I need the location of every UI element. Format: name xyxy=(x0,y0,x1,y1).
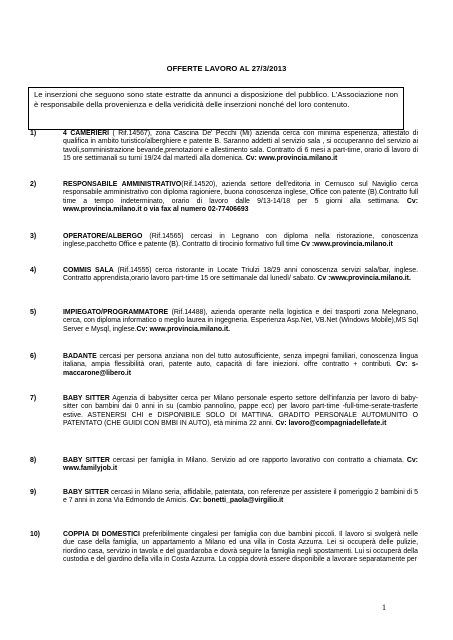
offer-number: 5) xyxy=(30,309,37,316)
offer-heading: COMMIS SALA xyxy=(63,267,114,274)
offer-item xyxy=(30,181,418,215)
offer-number: 2) xyxy=(30,181,37,188)
offer-heading: BABY SITTER xyxy=(63,457,110,464)
offer-number: 8) xyxy=(30,457,37,464)
offer-body xyxy=(63,489,418,506)
offer-contact: Cv :www.provincia.milano.it xyxy=(301,241,393,249)
offer-contact: Cv: www.familyjob.it xyxy=(63,457,418,473)
offer-heading: BADANTE xyxy=(63,353,97,360)
offer-number: 6) xyxy=(30,353,37,360)
offer-body xyxy=(63,353,418,378)
offer-heading: RESPONSABILE AMMINISTRATIVO xyxy=(63,181,182,188)
offer-body xyxy=(63,233,418,250)
offer-text: cercasi per persona anziana non del tutto autosufficiente, senza impegni familiari, conoscenza lingua italiana, ampia flessibilità orari, patente auto, capacità di fare iniezioni. offre contratto + contributi. xyxy=(63,353,418,369)
offer-body xyxy=(63,395,418,429)
offer-item xyxy=(30,353,418,378)
page-number: 1 xyxy=(382,603,386,612)
offer-item xyxy=(30,267,418,284)
offer-body xyxy=(63,130,418,164)
offer-heading: BABY SITTER xyxy=(63,395,110,402)
offer-text: cercasi in Milano seria, affidabile, patentata, con referenze per assistere il pomeriggio 2 bambini di 5 e 7 anni in zona Via Edmondo de Amicis. xyxy=(63,489,418,505)
offer-heading: BABY SITTER xyxy=(63,489,109,496)
offer-contact: Cv: www.provincia.milano.it o via fax al numero 02-77406693 xyxy=(63,197,418,214)
offer-number: 4) xyxy=(30,267,37,274)
offer-text: (Rif.14555) cerca ristorante in Locate Triulzi 18/29 anni conoscenza servizi sala/bar, inglese. Contratto apprendista,orario lavoro part-time 15 ore settimanale dal lunedì/ sabato. xyxy=(63,267,418,283)
offer-heading: OPERATORE/ALBERGO xyxy=(63,233,143,240)
disclaimer-box: Le inserzioni che seguono sono state estratte da annunci a disposizione del pubblico. L'Associazione non è responsabile della provenienza e della veridicità delle inserzioni nonché del loro contenuto. xyxy=(28,87,404,130)
offer-text: (Rif.14488), azienda operante nella logistica e dei trasporti zona Melegnano, cerca, con diploma informatico o meglio laurea in ingegneria. Esperienza Asp.Net, VB.Net (Windows Mobile),MS Sql Server e Mysql, inglese. xyxy=(63,309,418,333)
offer-text: preferibilmente cingalesi per famiglia con due bambini piccoli. Il lavoro si svolgerà nelle due case della famiglia, un appartamento a Milano ed una villa in Costa Azzurra. Lei si occuperà delle pulizie, riordino casa, servizio in tavola e del guardaroba e dovrà seguire la famiglia negli spostamenti. Lui si occuperà della custodia e del giardino della villa in Costa Azzurra. La coppia dovrà essere disponibile a lavorare separatamente per xyxy=(63,531,418,564)
offer-heading: IMPIEGATO/PROGRAMMATORE xyxy=(63,309,169,316)
offer-item xyxy=(30,309,418,334)
offer-text: (Rif.14565) cercasi in Legnano con diploma nella ristorazione, conoscenza inglese,pacchetto Office e patente (B). Contratto di tirocinio formativo full time xyxy=(63,233,418,249)
offer-body xyxy=(63,309,418,334)
offer-body xyxy=(63,181,418,215)
page-title: OFFERTE LAVORO AL 27/3/2013 xyxy=(166,64,287,73)
offer-number: 7) xyxy=(30,395,37,402)
offer-item xyxy=(30,489,418,506)
offer-number: 10) xyxy=(30,531,40,538)
offer-text: Agenzia di babysitter cerca per Milano personale esperto settore dell'infanzia per lavoro di baby-sitter con bambini dai 0 anni in su (cambio pannolino, pappe ecc) per lavoro part-time -full-time-serate-trasferte estive. ASTENERSI CHI e DISPONIBILE SOLO DI MATTINA. GRADITO PERSONALE AUTOMUNITO O PATENTATO (CHE GUIDI CON BMBI IN AUTO), età minima 22 anni. xyxy=(63,395,418,428)
offer-number: 3) xyxy=(30,233,37,240)
offer-item xyxy=(30,233,418,250)
offer-item xyxy=(30,531,418,565)
offer-heading: 4 CAMERIERI xyxy=(63,130,109,137)
offer-body xyxy=(63,457,418,474)
offer-heading: COPPIA DI DOMESTICI xyxy=(63,531,140,538)
offer-contact: Cv: s-maccarone@libero.it xyxy=(63,361,418,377)
offer-number: 9) xyxy=(30,489,37,496)
offer-number: 1) xyxy=(30,130,37,137)
offer-item xyxy=(30,130,418,164)
offer-body xyxy=(63,531,418,565)
offer-contact: Cv: lavoro@compagniadellefate.it xyxy=(275,420,387,428)
offer-item xyxy=(30,457,418,474)
offer-contact: Cv: www.provincia.milano.it xyxy=(245,155,338,163)
offer-text: ( Rif.14567), zona Cascina De' Pecchi (Mi) azienda cerca con minima esperienza, attestato di qualifica in ambito turistico/alberghiere e patente B. Saranno addetti al servizio sala , si occuperanno del servizio ai tavoli,somministrazione bevande,prenotazioni e allestimento sala. Contratto di 6 mesi a part-time, orario di lavoro di 15 ore settimanali su turni 19/24 dal martedì alla domenica. xyxy=(63,130,418,163)
offer-item xyxy=(30,395,418,429)
offer-contact: Cv :www.provincia.milano.it. xyxy=(317,275,411,283)
offer-text: cercasi per famiglia in Milano. Servizio ad ore rapporto lavorativo con contratto a chiamata. xyxy=(109,457,407,464)
offer-text: (Rif.14520), azienda settore dell'editoria in Cernusco sul Naviglio cerca responsabile amministrativo con diploma ragioniere, buona conoscenza inglese, Office con patente (B).Contratto full time a tempo indeterminato, orario di lavoro dalle 9/13-14/18 per 5 giorni alla settimana. xyxy=(63,181,418,205)
offer-contact: Cv: bonetti_paola@virgilio.it xyxy=(190,497,284,505)
offer-body xyxy=(63,267,418,284)
offer-contact: Cv: www.provincia.milano.it. xyxy=(136,325,231,333)
